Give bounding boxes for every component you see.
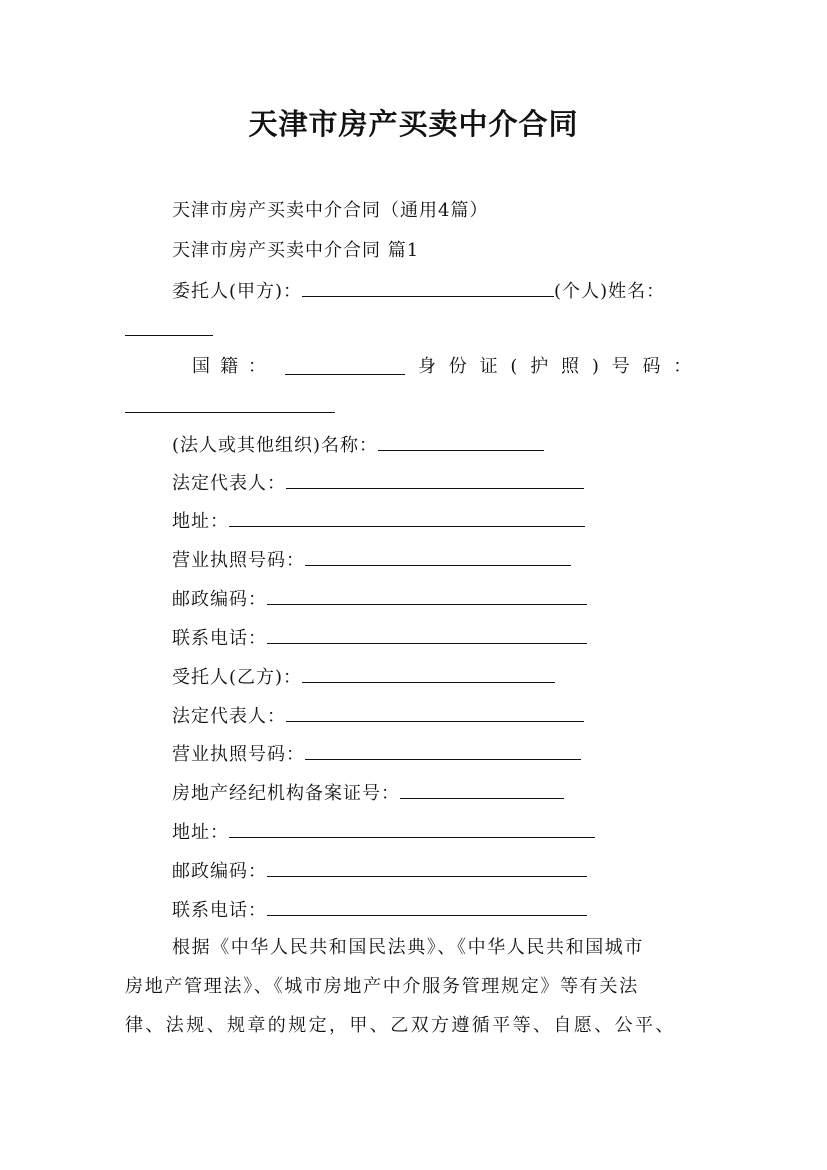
party-a-postcode-row: [172, 586, 587, 613]
party-b-entrusted-blank[interactable]: [302, 664, 555, 683]
body-paragraph-line-3: 律、法规、规章的规定，甲、乙双方遵循平等、自愿、公平、: [125, 1015, 676, 1036]
party-b-agency-record-label: 房地产经纪机构备案证号：: [172, 783, 400, 804]
party-a-phone-row: [172, 625, 587, 652]
party-a-individual-name-label: (个人)姓名：: [554, 281, 666, 302]
party-a-id-blank[interactable]: [125, 411, 335, 413]
party-b-legal-rep-row: [172, 703, 584, 730]
party-b-postcode-blank[interactable]: [267, 858, 587, 877]
party-a-address-row: [172, 508, 585, 535]
party-a-entrust-blank[interactable]: [302, 278, 554, 297]
party-b-legal-rep-label: 法定代表人：: [172, 706, 286, 727]
party-a-legal-rep-blank[interactable]: [286, 470, 584, 489]
party-a-org-row: [172, 432, 544, 459]
party-a-license-blank[interactable]: [305, 547, 571, 566]
party-b-postcode-label: 邮政编码：: [172, 861, 267, 882]
party-a-legal-rep-row: [172, 470, 584, 497]
party-a-entrust-label: 委托人(甲方)：: [172, 281, 303, 302]
party-b-agency-record-blank[interactable]: [400, 780, 564, 799]
section-heading: 天津市房产买卖中介合同 篇1: [172, 240, 420, 261]
party-b-address-row: [172, 819, 595, 846]
party-a-phone-label: 联系电话：: [172, 628, 267, 649]
body-paragraph-line-2: 房地产管理法》、《城市房地产中介服务管理规定》等有关法: [125, 976, 639, 997]
party-b-entrusted-row: [172, 664, 555, 691]
party-a-nationality-label: 国籍：: [192, 356, 276, 377]
document-title: 天津市房产买卖中介合同: [248, 107, 579, 141]
document-subtitle: 天津市房产买卖中介合同（通用4篇）: [172, 200, 489, 221]
party-b-phone-row: [172, 897, 587, 924]
party-b-entrusted-label: 受托人(乙方)：: [172, 667, 303, 688]
party-a-postcode-label: 邮政编码：: [172, 589, 267, 610]
party-b-license-row: [172, 741, 581, 768]
body-paragraph-line-1: 根据《中华人民共和国民法典》、《中华人民共和国城市: [172, 937, 644, 958]
party-a-phone-blank[interactable]: [267, 625, 587, 644]
party-a-license-row: [172, 547, 571, 574]
party-b-phone-blank[interactable]: [267, 897, 587, 916]
party-a-nationality-blank[interactable]: [285, 373, 405, 375]
party-a-address-blank[interactable]: [229, 508, 585, 527]
party-a-org-name-blank[interactable]: [378, 432, 544, 451]
party-a-id-label: 身份证(护照)号码：: [418, 356, 705, 377]
party-a-postcode-blank[interactable]: [267, 586, 587, 605]
party-b-agency-record-row: [172, 780, 564, 807]
party-a-license-label: 营业执照号码：: [172, 550, 305, 571]
party-b-license-blank[interactable]: [305, 741, 581, 760]
party-a-name-blank[interactable]: [125, 334, 213, 336]
party-b-phone-label: 联系电话：: [172, 900, 267, 921]
party-b-address-blank[interactable]: [229, 819, 595, 838]
party-b-license-label: 营业执照号码：: [172, 744, 305, 765]
party-b-address-label: 地址：: [172, 822, 229, 843]
party-a-legal-rep-label: 法定代表人：: [172, 473, 286, 494]
party-a-org-name-label: (法人或其他组织)名称：: [172, 435, 379, 456]
party-b-legal-rep-blank[interactable]: [286, 703, 584, 722]
party-a-entrust-row: [172, 278, 665, 305]
party-a-address-label: 地址：: [172, 511, 229, 532]
party-b-postcode-row: [172, 858, 587, 885]
